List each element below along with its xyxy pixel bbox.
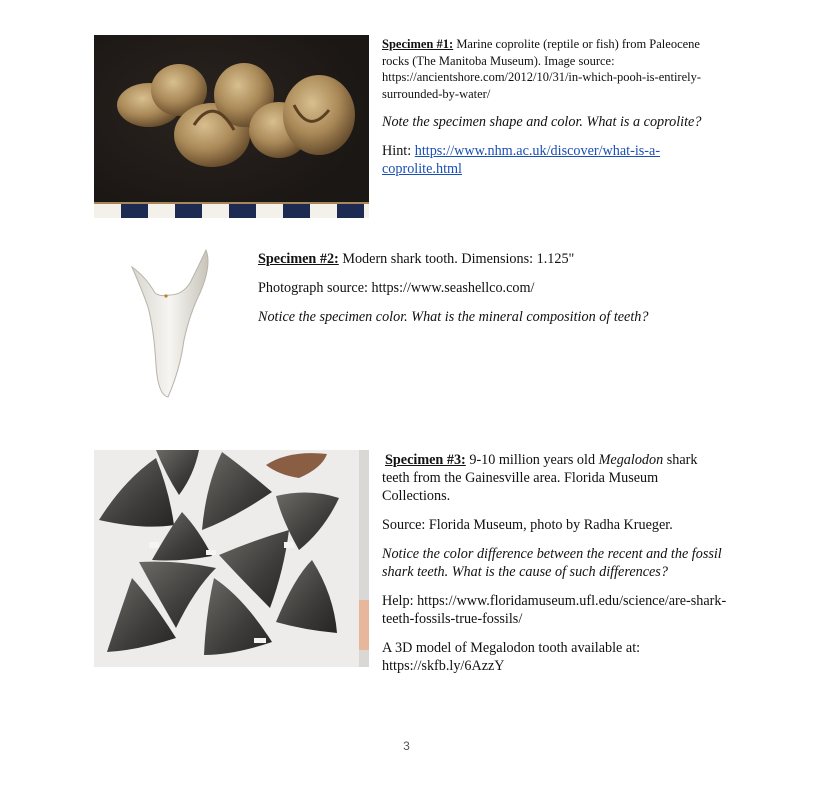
coprolite-photo <box>94 35 369 218</box>
specimen2-text <box>258 250 728 337</box>
specimen3-description-b: shark teeth from the Gainesville area. Florida Museum Collections. <box>382 452 698 504</box>
specimen1-description: Marine coprolite (reptile or fish) from Paleocene rocks (The Manitoba Museum). Image source: https://ancientshore.com/2012/10/31/in-which-pooh-is-entirely-surrounded-by-water/ <box>382 37 702 101</box>
shark-tooth-photo <box>120 245 220 405</box>
specimen3-title: Specimen #3: <box>385 452 466 468</box>
megalodon-teeth-photo <box>94 450 369 667</box>
specimen1-note: Note the specimen shape and color. What is a coprolite? <box>382 114 702 130</box>
specimen3-text <box>382 451 727 686</box>
specimen2-description: Modern shark tooth. Dimensions: 1.125" <box>338 251 575 267</box>
specimen2-source: Photograph source: https://www.seashellco.com/ <box>258 280 535 296</box>
specimen3-help: Help: https://www.floridamuseum.ufl.edu/science/are-shark-teeth-fossils-true-fossils/ <box>382 593 727 627</box>
specimen2-note: Notice the specimen color. What is the mineral composition of teeth? <box>258 309 649 325</box>
megalodon-teeth-illustration <box>94 450 369 667</box>
page-number: 3 <box>403 739 410 753</box>
specimen1-title: Specimen #1: <box>382 37 454 51</box>
specimen2-title: Specimen #2: <box>258 251 339 267</box>
specimen3-model: A 3D model of Megalodon tooth available at: https://skfb.ly/6AzzY <box>382 640 641 674</box>
specimen1-hint-link[interactable]: https://www.nhm.ac.uk/discover/what-is-a-coprolite.html <box>382 143 661 177</box>
specimen1-hint-label: Hint: <box>382 143 415 159</box>
shark-tooth-illustration <box>120 245 220 405</box>
specimen3-description-a: 9-10 million years old <box>465 452 599 468</box>
specimen3-megalodon-word: Megalodon <box>598 452 664 468</box>
specimen1-text <box>382 36 722 189</box>
specimen3-note: Notice the color difference between the recent and the fossil shark teeth. What is the cause of such differences? <box>382 546 722 580</box>
specimen3-source: Source: Florida Museum, photo by Radha Krueger. <box>382 517 673 533</box>
coprolite-illustration <box>94 35 369 218</box>
